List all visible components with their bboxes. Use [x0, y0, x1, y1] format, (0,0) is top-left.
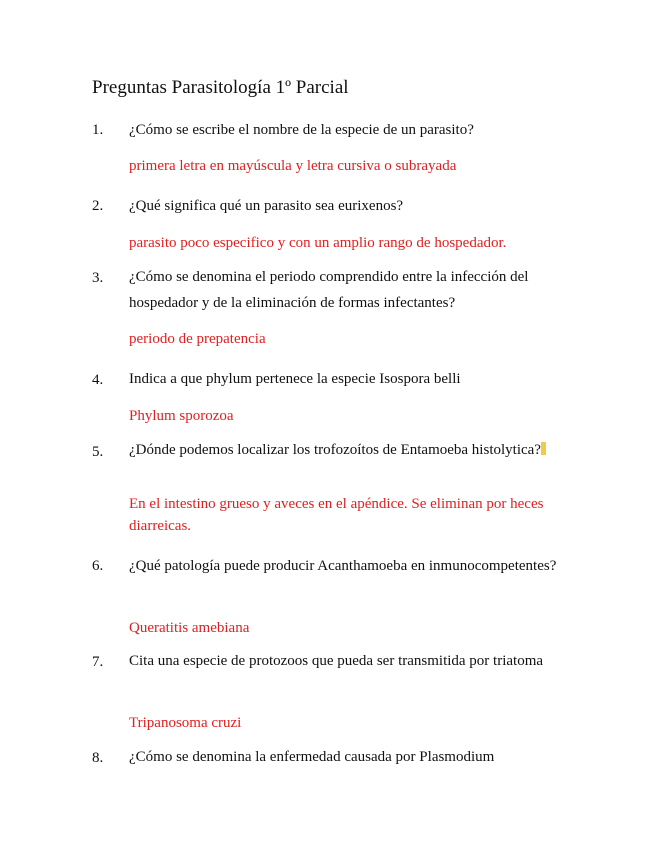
question-text: ¿Cómo se escribe el nombre de la especie de un parasito?	[129, 122, 474, 138]
question-number: 2.	[92, 198, 104, 214]
answer-text: periodo de prepatencia	[129, 331, 266, 347]
page-title: Preguntas Parasitología 1º Parcial	[92, 77, 349, 98]
question-number: 6.	[92, 558, 104, 574]
question-text: ¿Cómo se denomina la enfermedad causada por Plasmodium	[129, 749, 495, 765]
question-text: ¿Qué patología puede producir Acanthamoeba en inmunocompetentes?	[129, 558, 557, 574]
question-text: ¿Cómo se denomina el periodo comprendido entre la infección del hospedador y de la eliminación de formas infectantes?	[129, 269, 529, 311]
answer-text: En el intestino grueso y aveces en el apéndice. Se eliminan por heces diarreicas.	[129, 496, 544, 534]
highlight-mark	[541, 442, 546, 455]
question-text	[129, 441, 569, 460]
question-number: 7.	[92, 654, 104, 670]
question-number: 5.	[92, 444, 104, 460]
question-text-content: ¿Dónde podemos localizar los trofozoítos de Entamoeba histolytica?	[129, 442, 541, 458]
question-text: Indica a que phylum pertenece la especie Isospora belli	[129, 371, 461, 387]
answer-text: Phylum sporozoa	[129, 408, 234, 424]
question-number: 4.	[92, 372, 104, 388]
answer-text: Queratitis amebiana	[129, 620, 250, 636]
answer-text: parasito poco especifico y con un amplio rango de hospedador.	[129, 235, 507, 251]
question-number: 8.	[92, 750, 104, 766]
question-text: Cita una especie de protozoos que pueda ser transmitida por triatoma	[129, 653, 544, 669]
question-number: 3.	[92, 270, 104, 286]
question-text: ¿Qué significa qué un parasito sea eurixenos?	[129, 198, 404, 214]
answer-text: Tripanosoma cruzi	[129, 715, 242, 731]
question-number: 1.	[92, 122, 104, 138]
answer-text: primera letra en mayúscula y letra cursiva o subrayada	[129, 158, 457, 174]
